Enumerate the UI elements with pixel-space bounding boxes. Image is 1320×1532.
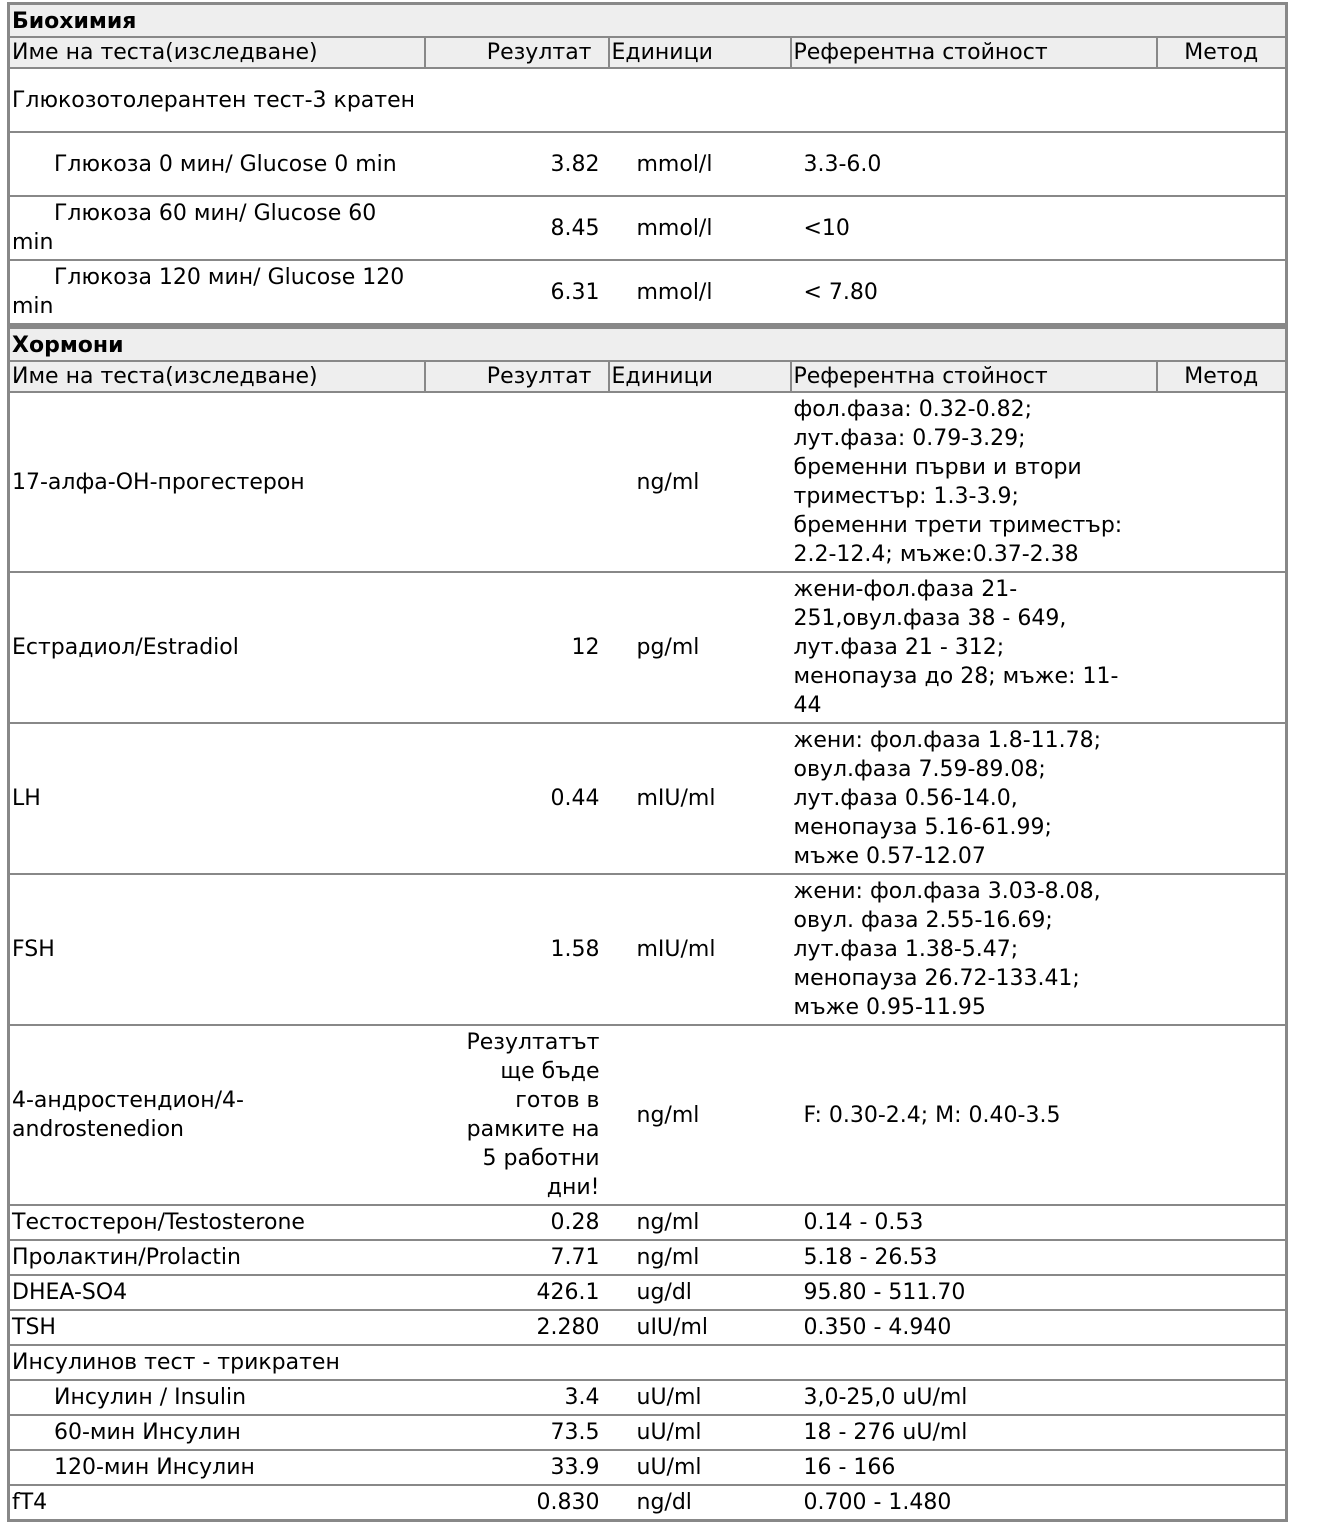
test-result: 0.28 <box>425 1205 609 1240</box>
test-name-text: Глюкоза 0 мин/ Glucose 0 min <box>54 151 397 177</box>
col-header-name: Име на теста(изследване) <box>9 37 425 68</box>
test-method <box>1157 260 1287 325</box>
test-result <box>425 68 609 132</box>
test-units: pg/ml <box>609 572 791 723</box>
test-name: TSH <box>9 1310 425 1345</box>
test-reference: 95.80 - 511.70 <box>791 1275 1157 1310</box>
test-result <box>425 1345 609 1380</box>
test-name: Тестостерон/Testosterone <box>9 1205 425 1240</box>
section-biochemistry <box>7 2 1288 326</box>
test-method <box>1157 1310 1287 1345</box>
section-title: Биохимия <box>9 4 1287 38</box>
table-row <box>9 1345 1287 1380</box>
test-reference <box>791 874 1157 1025</box>
reference-line: 251,овул.фаза 38 - 649, <box>793 606 1067 631</box>
reference-line: жени: фол.фаза 3.03-8.08, <box>793 879 1101 904</box>
reference-line: фол.фаза: 0.32-0.82; <box>793 397 1033 422</box>
reference-line: триместър: 1.3-3.9; <box>793 484 1019 509</box>
test-units: ug/dl <box>609 1275 791 1310</box>
section-title-row <box>9 4 1287 38</box>
result-line: 5 работни <box>482 1146 600 1171</box>
col-header-name: Име на теста(изследване) <box>9 361 425 392</box>
test-name: 120-мин Инсулин <box>9 1450 425 1485</box>
table-row <box>9 1485 1287 1521</box>
test-method <box>1157 1450 1287 1485</box>
test-reference: <10 <box>791 196 1157 260</box>
col-header-result: Резултат <box>425 361 609 392</box>
test-units: mmol/l <box>609 260 791 325</box>
test-units <box>609 68 791 132</box>
reference-line: мъже 0.57-12.07 <box>793 844 986 869</box>
test-name: Естрадиол/Estradiol <box>9 572 425 723</box>
test-name <box>9 132 425 196</box>
test-name-text: Глюкоза 120 мин/ Glucose 120 min <box>12 265 405 319</box>
test-method <box>1157 1345 1287 1380</box>
test-reference: 0.14 - 0.53 <box>791 1205 1157 1240</box>
test-method <box>1157 1415 1287 1450</box>
col-header-units: Единици <box>609 361 791 392</box>
test-result: 33.9 <box>425 1450 609 1485</box>
test-reference <box>791 723 1157 874</box>
reference-line: жени-фол.фаза 21- <box>793 577 1018 602</box>
table-row <box>9 132 1287 196</box>
test-name: 17-алфа-ОН-прогестерон <box>9 392 425 572</box>
test-reference <box>791 1345 1157 1380</box>
section-title: Хормони <box>9 328 1287 362</box>
table-row <box>9 1240 1287 1275</box>
test-name: 60-мин Инсулин <box>9 1415 425 1450</box>
table-row <box>9 1025 1287 1205</box>
reference-line: менопауза до 28; мъже: 11- <box>793 664 1119 689</box>
test-units: uU/ml <box>609 1415 791 1450</box>
test-reference <box>791 68 1157 132</box>
test-reference: < 7.80 <box>791 260 1157 325</box>
test-units: uIU/ml <box>609 1310 791 1345</box>
test-name <box>9 1025 425 1205</box>
test-reference: F: 0.30-2.4; M: 0.40-3.5 <box>791 1025 1157 1205</box>
test-result: 2.280 <box>425 1310 609 1345</box>
test-units: ng/ml <box>609 1205 791 1240</box>
reference-line: менопауза 26.72-133.41; <box>793 966 1080 991</box>
test-reference: 3,0-25,0 uU/ml <box>791 1380 1157 1415</box>
table-row <box>9 196 1287 260</box>
test-name-line: 4-андростендион/4- <box>12 1088 244 1113</box>
test-units: mmol/l <box>609 132 791 196</box>
test-result: 3.82 <box>425 132 609 196</box>
test-method <box>1157 132 1287 196</box>
reference-line: бременни първи и втори <box>793 455 1082 480</box>
test-reference: 0.700 - 1.480 <box>791 1485 1157 1521</box>
test-result: 7.71 <box>425 1240 609 1275</box>
test-name-text: Глюкоза 60 мин/ Glucose 60 min <box>12 201 377 255</box>
test-name: FSH <box>9 874 425 1025</box>
test-reference: 16 - 166 <box>791 1450 1157 1485</box>
reference-line: лут.фаза 1.38-5.47; <box>793 937 1019 962</box>
test-method <box>1157 572 1287 723</box>
test-method <box>1157 1025 1287 1205</box>
section-hormones <box>7 326 1288 1522</box>
reference-line: менопауза 5.16-61.99; <box>793 815 1052 840</box>
reference-line: жени: фол.фаза 1.8-11.78; <box>793 728 1102 753</box>
test-units: ng/ml <box>609 1240 791 1275</box>
result-line: рамките на <box>466 1117 600 1142</box>
result-line: готов в <box>515 1088 600 1113</box>
table-row <box>9 392 1287 572</box>
table-row <box>9 1275 1287 1310</box>
col-header-method: Метод <box>1157 361 1287 392</box>
column-header-row <box>9 37 1287 68</box>
lab-results <box>7 2 1285 1522</box>
column-header-row <box>9 361 1287 392</box>
table-row <box>9 68 1287 132</box>
test-units: ng/ml <box>609 1025 791 1205</box>
test-name <box>9 260 425 325</box>
test-name: Глюкозотолерантен тест-3 кратен <box>9 68 425 132</box>
table-row <box>9 1205 1287 1240</box>
test-method <box>1157 1275 1287 1310</box>
test-method <box>1157 1485 1287 1521</box>
test-result: 6.31 <box>425 260 609 325</box>
reference-line: мъже 0.95-11.95 <box>793 995 986 1020</box>
table-row <box>9 1450 1287 1485</box>
test-units: uU/ml <box>609 1450 791 1485</box>
table-row <box>9 1415 1287 1450</box>
test-group-name: Инсулинов тест - трикратен <box>9 1345 425 1380</box>
test-reference: 18 - 276 uU/ml <box>791 1415 1157 1450</box>
test-reference <box>791 392 1157 572</box>
table-row <box>9 260 1287 325</box>
test-name: DHEA-SO4 <box>9 1275 425 1310</box>
col-header-reference: Референтна стойност <box>791 361 1157 392</box>
table-row <box>9 874 1287 1025</box>
test-method <box>1157 392 1287 572</box>
test-method <box>1157 1205 1287 1240</box>
test-reference: 3.3-6.0 <box>791 132 1157 196</box>
test-method <box>1157 1380 1287 1415</box>
test-result: 1.58 <box>425 874 609 1025</box>
table-row <box>9 1310 1287 1345</box>
test-result: 8.45 <box>425 196 609 260</box>
reference-line: 2.2-12.4; мъже:0.37-2.38 <box>793 542 1079 567</box>
test-units: ng/ml <box>609 392 791 572</box>
test-result-pending <box>425 1025 609 1205</box>
reference-line: лут.фаза: 0.79-3.29; <box>793 426 1026 451</box>
test-method <box>1157 68 1287 132</box>
col-header-result: Резултат <box>425 37 609 68</box>
test-name: Пролактин/Prolactin <box>9 1240 425 1275</box>
test-units: uU/ml <box>609 1380 791 1415</box>
table-row <box>9 1380 1287 1415</box>
test-name: fT4 <box>9 1485 425 1521</box>
test-method <box>1157 723 1287 874</box>
table-row <box>9 723 1287 874</box>
reference-line: овул.фаза 7.59-89.08; <box>793 757 1046 782</box>
test-result: 426.1 <box>425 1275 609 1310</box>
test-result: 12 <box>425 572 609 723</box>
test-result: 0.830 <box>425 1485 609 1521</box>
col-header-reference: Референтна стойност <box>791 37 1157 68</box>
reference-line: лут.фаза 0.56-14.0, <box>793 786 1018 811</box>
test-method <box>1157 196 1287 260</box>
test-units: mIU/ml <box>609 723 791 874</box>
test-units: mmol/l <box>609 196 791 260</box>
test-units: ng/dl <box>609 1485 791 1521</box>
test-result: 0.44 <box>425 723 609 874</box>
reference-line: овул. фаза 2.55-16.69; <box>793 908 1053 933</box>
test-name <box>9 196 425 260</box>
test-units: mIU/ml <box>609 874 791 1025</box>
test-result: 3.4 <box>425 1380 609 1415</box>
result-line: ще бъде <box>500 1059 600 1084</box>
test-units <box>609 1345 791 1380</box>
reference-line: 44 <box>793 693 822 718</box>
result-line: дни! <box>546 1175 600 1200</box>
test-reference: 0.350 - 4.940 <box>791 1310 1157 1345</box>
test-method <box>1157 874 1287 1025</box>
test-reference <box>791 572 1157 723</box>
reference-line: бременни трети триместър: <box>793 513 1123 538</box>
test-result: 73.5 <box>425 1415 609 1450</box>
test-method <box>1157 1240 1287 1275</box>
result-line: Резултатът <box>466 1030 600 1055</box>
test-name-line: androstenedion <box>12 1117 184 1142</box>
col-header-units: Единици <box>609 37 791 68</box>
test-result <box>425 392 609 572</box>
col-header-method: Метод <box>1157 37 1287 68</box>
section-title-row <box>9 328 1287 362</box>
test-reference: 5.18 - 26.53 <box>791 1240 1157 1275</box>
test-name: Инсулин / Insulin <box>9 1380 425 1415</box>
test-name: LH <box>9 723 425 874</box>
table-row <box>9 572 1287 723</box>
reference-line: лут.фаза 21 - 312; <box>793 635 1005 660</box>
